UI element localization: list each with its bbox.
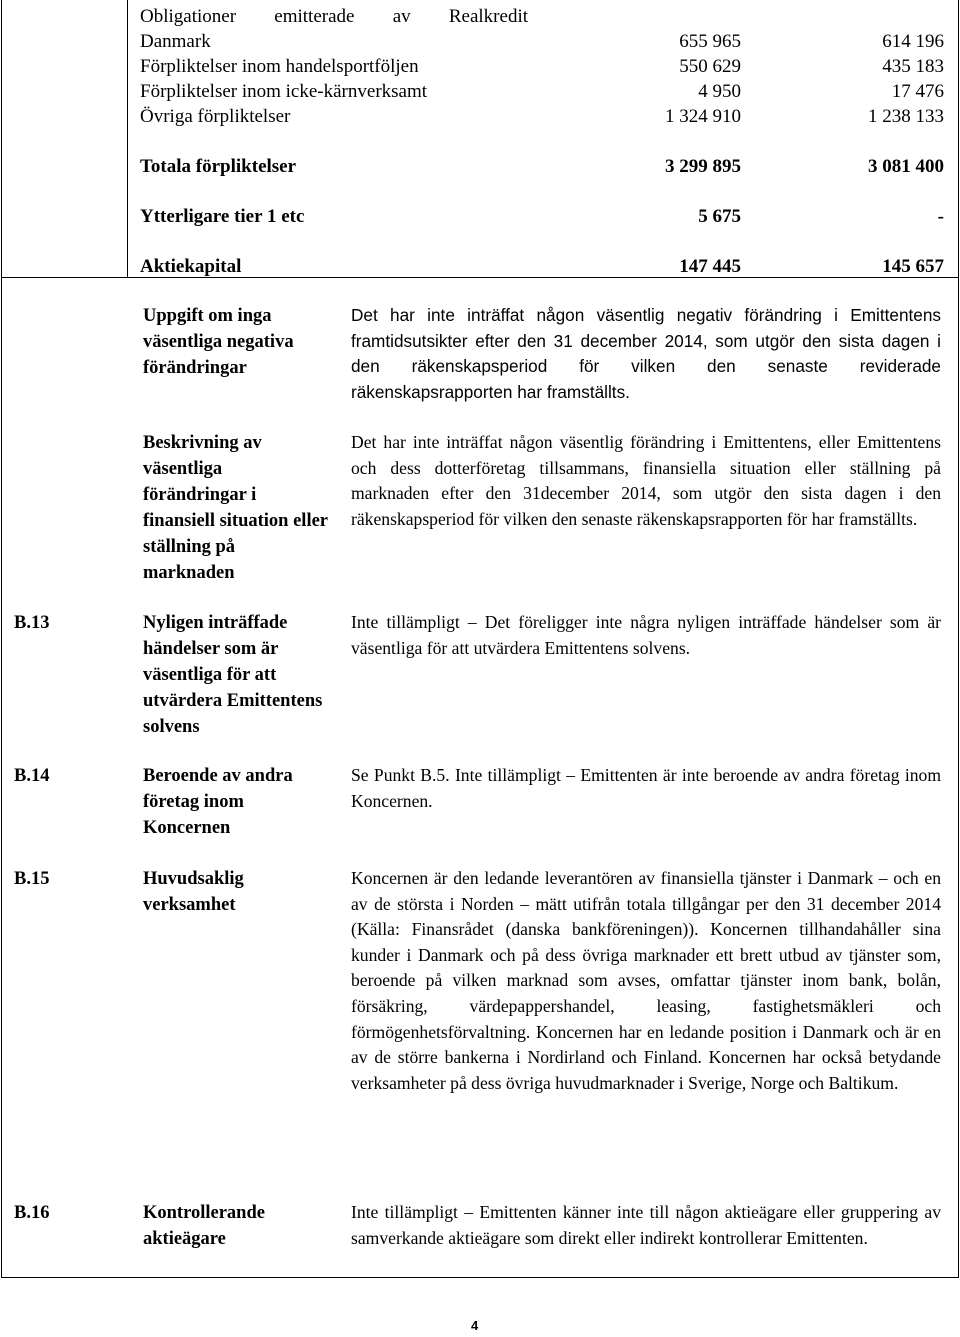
table-row-label: Förpliktelser inom handelsportföljen [140,56,419,77]
section-text: Koncernen är den ledande leverantören av finansiella tjänster i Danmark – och en av de största i Norden – mätt utifrån totala tillgångar per den 31 december 2014 (Källa: Finansrådet (danska bankföreningen)). Koncernen tillhandahåller sina kunder i Danmark och på dess övriga marknader ett brett utbud av tjänster som, beroende på vilken marknad som avses, omfattar tjänster inom bank, bolån, försäkring, värdepappershandel, leasing, fastighetsmäklerі och förmögenhetsförvaltning. Koncernen har en ledande position i Danmark och är en av de större bankerna i Nordirland och Finland. Koncernen har också betydande verksamheter på dess övriga huvudmarknader i Sverige, Norge och Baltikum. [351,868,941,1093]
section-text: Det har inte inträffat någon väsentlig förändring i Emittentens, eller Emittentens och dess dotterföretag tillsammans, finansiella situation eller ställning på marknaden efter den 31december 2014, som utgör den sista dagen i den räkenskapsperiod för vilken den senaste räkenskapsrapporten för har framställts. [351,432,941,529]
section-label: Kontrollerande aktieägare [143,1203,265,1249]
table-border-left [127,0,128,278]
section-label: Beskrivning av väsentliga förändringar i finansiell situation eller ställning på marknaden [143,433,328,583]
table-row [140,4,560,29]
table-cell: - [937,206,944,227]
table-border-bottom [1,277,959,278]
section-text: Det har inte inträffat någon väsentlig negativ förändring i Emittentens framtidsutsikter efter den 31 december 2014, som utgör den sista dagen i den räkenskapsperiod för vilken den senaste reviderade räkenskapsrapporten har framställts. [351,305,941,402]
table-row-label: Ytterligare tier 1 etc [140,206,305,227]
table-row-label: Förpliktelser inom icke-kärnverksamt [140,81,428,102]
section-code: B.14 [14,766,50,786]
table-cell: 655 965 [679,31,741,52]
outer-border-left [1,0,2,1277]
section-label: Nyligen inträffade händelser som är väsentliga för att utvärdera Emittentens solvens [143,613,323,737]
outer-border-right [958,0,959,1277]
table-row-label: Aktiekapital [140,256,242,277]
table-row-label: Danmark [140,31,211,52]
table-cell: 435 183 [882,56,944,77]
table-cell: 3 081 400 [868,156,944,177]
table-cell: 1 238 133 [868,106,944,127]
table-cell: 3 299 895 [665,156,741,177]
table-row-label: Obligationer emitterade av Realkredit [140,6,528,27]
section-text: Inte tillämpligt – Emittenten känner inte till någon aktieägare eller gruppering av samverkande aktieägare som direkt eller indirekt kontrollerar Emittenten. [351,1202,941,1248]
table-cell: 145 657 [882,256,944,277]
section-label: Uppgift om inga väsentliga negativa förändringar [143,306,294,378]
table-cell: 1 324 910 [665,106,741,127]
section-text: Inte tillämpligt – Det föreligger inte några nyligen inträffade händelser som är väsentliga för att utvärdera Emittentens solvens. [351,612,941,658]
table-row-label: Övriga förpliktelser [140,106,291,127]
page-border-bottom [1,1277,959,1278]
table-cell: 614 196 [882,31,944,52]
section-code: B.13 [14,613,50,633]
section-text: Se Punkt B.5. Inte tillämpligt – Emittenten är inte beroende av andra företag inom Koncernen. [351,765,941,811]
section-code: B.16 [14,1203,50,1223]
table-row-label: Totala förpliktelser [140,156,297,177]
page-number: 4 [471,1318,479,1333]
table-cell: 550 629 [679,56,741,77]
section-label: Beroende av andra företag inom Koncernen [143,766,293,838]
section-code: B.15 [14,869,50,889]
table-cell: 5 675 [698,206,741,227]
table-cell: 17 476 [891,81,944,102]
section-label: Huvudsaklig verksamhet [143,869,244,915]
table-cell: 147 445 [679,256,741,277]
table-cell: 4 950 [698,81,741,102]
